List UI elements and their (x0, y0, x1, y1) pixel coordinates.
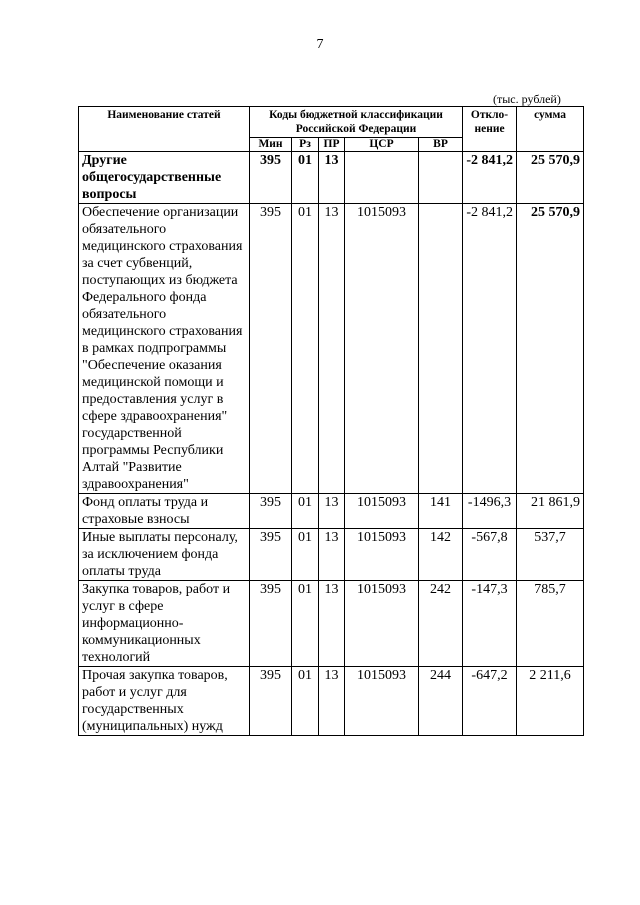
row-pr: 13 (319, 529, 345, 581)
row-name: Закупка товаров, работ и услуг в сфере информационно-коммуникационных технологий (79, 581, 250, 667)
table-row (79, 204, 584, 494)
row-csr: 1015093 (345, 581, 419, 667)
row-csr: 1015093 (345, 204, 419, 494)
row-rz: 01 (292, 204, 319, 494)
row-rz: 01 (292, 529, 319, 581)
row-pr: 13 (319, 667, 345, 736)
row-name: Иные выплаты персоналу, за исключением фонда оплаты труда (79, 529, 250, 581)
row-vr: 244 (419, 667, 463, 736)
row-name: Фонд оплаты труда и страховые взносы (79, 494, 250, 529)
units-label: (тыс. рублей) (493, 92, 561, 106)
row-pr: 13 (319, 204, 345, 494)
table-row (79, 529, 584, 581)
row-vr (419, 204, 463, 494)
row-sum: 25 570,9 (517, 152, 584, 204)
row-vr: 142 (419, 529, 463, 581)
row-min: 395 (250, 204, 292, 494)
row-pr: 13 (319, 152, 345, 204)
row-rz: 01 (292, 581, 319, 667)
table-row (79, 667, 584, 736)
header-csr: ЦСР (345, 138, 419, 152)
row-min: 395 (250, 529, 292, 581)
header-min: Мин (250, 138, 292, 152)
row-sum: 25 570,9 (517, 204, 584, 494)
header-name: Наименование статей (79, 107, 250, 152)
row-deviation: -147,3 (463, 581, 517, 667)
table-row (79, 581, 584, 667)
row-sum: 537,7 (517, 529, 584, 581)
row-deviation: -2 841,2 (463, 204, 517, 494)
row-pr: 13 (319, 494, 345, 529)
row-vr: 141 (419, 494, 463, 529)
row-deviation: -2 841,2 (463, 152, 517, 204)
table-row (79, 494, 584, 529)
row-csr (345, 152, 419, 204)
header-deviation: Откло-нение (463, 107, 517, 152)
row-rz: 01 (292, 667, 319, 736)
table-row (79, 152, 584, 204)
header-sum: сумма (517, 107, 584, 152)
row-min: 395 (250, 152, 292, 204)
row-rz: 01 (292, 152, 319, 204)
row-deviation: -647,2 (463, 667, 517, 736)
header-vr: ВР (419, 138, 463, 152)
row-sum: 21 861,9 (517, 494, 584, 529)
header-codes: Коды бюджетной классификации Российской Федерации (250, 107, 463, 138)
row-csr: 1015093 (345, 529, 419, 581)
row-vr (419, 152, 463, 204)
page-number: 7 (316, 37, 324, 52)
row-pr: 13 (319, 581, 345, 667)
row-deviation: -1496,3 (463, 494, 517, 529)
header-pr: ПР (319, 138, 345, 152)
row-min: 395 (250, 667, 292, 736)
row-name: Обеспечение организации обязательного медицинского страхования за счет субвенций, поступающих из бюджета Федерального фонда обязательного медицинского страхования в рамках подпрограммы "Обеспечение оказания медицинской помощи и предоставления услуг в сфере здравоохранения" государственной программы Республики Алтай "Развитие здравоохранения" (79, 204, 250, 494)
row-csr: 1015093 (345, 667, 419, 736)
budget-table (78, 106, 584, 736)
row-csr: 1015093 (345, 494, 419, 529)
row-deviation: -567,8 (463, 529, 517, 581)
row-min: 395 (250, 581, 292, 667)
row-min: 395 (250, 494, 292, 529)
row-name: Прочая закупка товаров, работ и услуг для государственных (муниципальных) нужд (79, 667, 250, 736)
header-row (79, 107, 584, 138)
row-name: Другие общегосударственные вопросы (79, 152, 250, 204)
row-rz: 01 (292, 494, 319, 529)
row-sum: 2 211,6 (517, 667, 584, 736)
header-rz: Рз (292, 138, 319, 152)
row-vr: 242 (419, 581, 463, 667)
row-sum: 785,7 (517, 581, 584, 667)
